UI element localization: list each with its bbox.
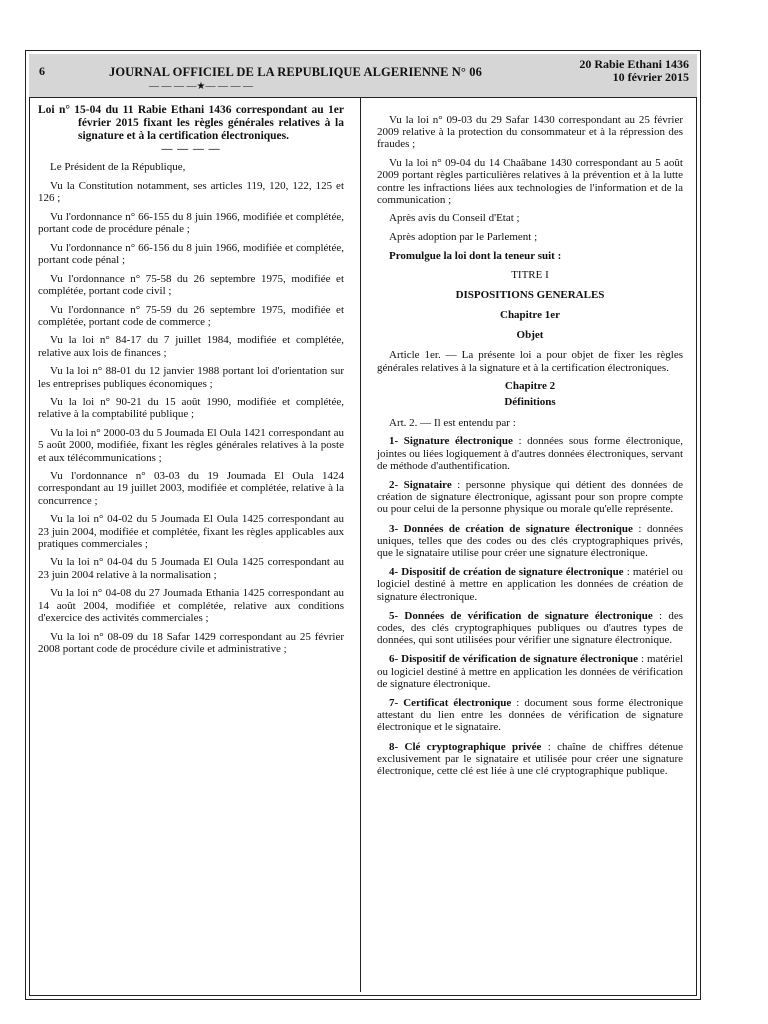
definition-term: 5- Données de vérification de signature électronique — [389, 609, 653, 622]
definition-term: 7- Certificat électronique — [389, 697, 512, 710]
visa-paragraph: Vu la loi n° 04-02 du 5 Joumada El Oula 1425 correspondant au 23 juin 2004, modifiée et complétée, fixant les règles applicables aux pratiques commerciales ; — [38, 513, 344, 550]
definition-item — [377, 653, 683, 690]
visas-list — [377, 114, 683, 243]
date-hijri: 20 Rabie Ethani 1436 — [579, 57, 689, 71]
titre-name: DISPOSITIONS GENERALES — [455, 288, 605, 301]
law-title: Loi n° 15-04 du 11 Rabie Ethani 1436 correspondant au 1er février 2015 fixant les règles générales relatives à la signature et à la certification électroniques. — [38, 104, 344, 142]
visa-paragraph: Vu la loi n° 88-01 du 12 janvier 1988 portant loi d'orientation sur les entreprises publiques économiques ; — [38, 365, 344, 390]
preamble-opening: Le Président de la République, — [50, 161, 186, 174]
definition-text: : chaîne de chiffres détenue exclusivement par le signataire et utilisée pour créer une signature électronique, cette clé est liée à une clé cryptographique publique. — [377, 740, 684, 778]
journal-title: JOURNAL OFFICIEL DE LA REPUBLIQUE ALGERIENNE N° 06 — [109, 65, 482, 79]
definition-term: 1- Signature électronique — [389, 435, 513, 448]
definition-term: 6- Dispositif de vérification de signature électronique — [389, 653, 638, 666]
article-1: Article 1er. — La présente loi a pour objet de fixer les règles générales relatives à la signature et à la certification électroniques. — [377, 349, 683, 374]
titre-heading: TITRE I — [511, 268, 549, 281]
definition-term: 3- Données de création de signature électronique — [389, 522, 633, 535]
definition-text: : des codes, des clés cryptographiques publiques ou d'autres types de données, qui sont utilisées pour vérifier une signature électronique. — [377, 609, 683, 647]
definition-item — [377, 435, 683, 472]
definition-text: : matériel ou logiciel destiné à mettre en application les données de vérification de signature électronique. — [377, 653, 684, 690]
visa-paragraph: Vu la loi n° 08-09 du 18 Safar 1429 correspondant au 25 février 2008 portant code de procédure civile et administrative ; — [38, 630, 344, 655]
definition-term: 4- Dispositif de création de signature électronique — [389, 566, 624, 579]
chapter-1-heading: Chapitre 1er — [500, 308, 560, 321]
chapter-1-name: Objet — [516, 329, 544, 342]
chapter-2-name: Définitions — [504, 396, 556, 409]
definition-item — [377, 566, 683, 603]
definition-text: : données sous forme électronique, jointes ou liées logiquement à d'autres données électroniques, servant de méthode d'authentification. — [377, 435, 683, 472]
visa-paragraph: Vu la Constitution notamment, ses articles 119, 120, 122, 125 et 126 ; — [38, 179, 344, 205]
visa-paragraph: Après adoption par le Parlement ; — [389, 231, 538, 244]
visa-paragraph: Vu la loi n° 90-21 du 15 août 1990, modifiée et complétée, relative à la comptabilité publique ; — [38, 396, 344, 421]
definition-text: : personne physique qui détient des données de création de signature électronique, agissant pour son propre compte ou pour celui de la personne physique ou morale qu'elle représente. — [377, 478, 683, 516]
page-number: 6 — [39, 64, 45, 78]
definition-item — [377, 610, 683, 647]
definition-item — [377, 741, 683, 778]
visa-paragraph: Vu l'ordonnance n° 66-155 du 8 juin 1966, modifiée et complétée, portant code de procédure pénale ; — [38, 210, 344, 236]
visa-paragraph: Vu l'ordonnance n° 75-59 du 26 septembre 1975, modifiée et complétée, portant code de commerce ; — [38, 303, 344, 328]
promulgation-line: Promulgue la loi dont la teneur suit : — [389, 249, 562, 262]
date-gregorian: 10 février 2015 — [612, 70, 689, 84]
right-column — [377, 114, 683, 784]
definition-text: : matériel ou logiciel destiné à mettre en application les données de création de signature électronique. — [377, 566, 683, 603]
definition-text: : document sous forme électronique attestant du lien entre les données de vérification de signature électronique et le signataire. — [377, 697, 683, 734]
visa-paragraph: Vu la loi n° 84-17 du 7 juillet 1984, modifiée et complétée, relative aux lois de finances ; — [38, 334, 344, 359]
definition-item — [377, 523, 683, 560]
column-divider — [360, 98, 361, 992]
visa-paragraph: Vu la loi n° 09-04 du 14 Chaâbane 1430 correspondant au 5 août 2009 portant règles particulières relatives à la prévention et à la lutte contre les infractions liées aux technologies de l'information et de la communication ; — [377, 157, 683, 206]
visa-paragraph: Vu la loi n° 2000-03 du 5 Joumada El Oula 1421 correspondant au 5 août 2000, modifiée, fixant les règles générales relatives à la poste et aux télécommunications ; — [38, 427, 344, 464]
definition-term: 2- Signataire — [389, 478, 452, 491]
visa-paragraph: Vu la loi n° 04-08 du 27 Joumada Ethania 1425 correspondant au 14 août 2004, modifiée et complétée, relative aux conditions d'exercice des activités commerciales ; — [38, 587, 344, 624]
visa-paragraph: Vu la loi n° 09-03 du 29 Safar 1430 correspondant au 25 février 2009 relative à la protection du consommateur et à la répression des fraudes ; — [377, 114, 683, 151]
header-ornament: — — — —★— — — — — [149, 81, 253, 92]
definition-term: 8- Clé cryptographique privée — [389, 740, 542, 753]
definition-item — [377, 697, 683, 734]
preamble-list — [38, 161, 344, 655]
visa-paragraph: Après avis du Conseil d'Etat ; — [389, 212, 520, 225]
visa-paragraph: Vu l'ordonnance n° 03-03 du 19 Joumada El Oula 1424 correspondant au 19 juillet 2003, modifiée et complétée, relative à la concurrence ; — [38, 470, 344, 507]
visa-paragraph: Vu la loi n° 04-04 du 5 Joumada El Oula 1425 correspondant au 23 juin 2004 relative à la normalisation ; — [38, 556, 344, 581]
left-column — [38, 104, 344, 661]
visa-paragraph: Vu l'ordonnance n° 75-58 du 26 septembre 1975, modifiée et complétée, portant code civil ; — [38, 272, 344, 297]
definitions-list — [377, 435, 683, 777]
chapter-2-heading: Chapitre 2 — [504, 380, 556, 393]
definition-text: : données uniques, telles que des codes ou des clés cryptographiques privés, que le signataire utilise pour créer une signature électronique. — [377, 522, 683, 559]
article-2-intro: Art. 2. — Il est entendu par : — [389, 416, 516, 429]
visa-paragraph: Vu l'ordonnance n° 66-156 du 8 juin 1966, modifiée et complétée, portant code pénal ; — [38, 241, 344, 266]
definition-item — [377, 479, 683, 516]
title-rule: — — — — — [161, 143, 221, 155]
journal-header — [29, 54, 697, 98]
header-date — [579, 58, 689, 84]
